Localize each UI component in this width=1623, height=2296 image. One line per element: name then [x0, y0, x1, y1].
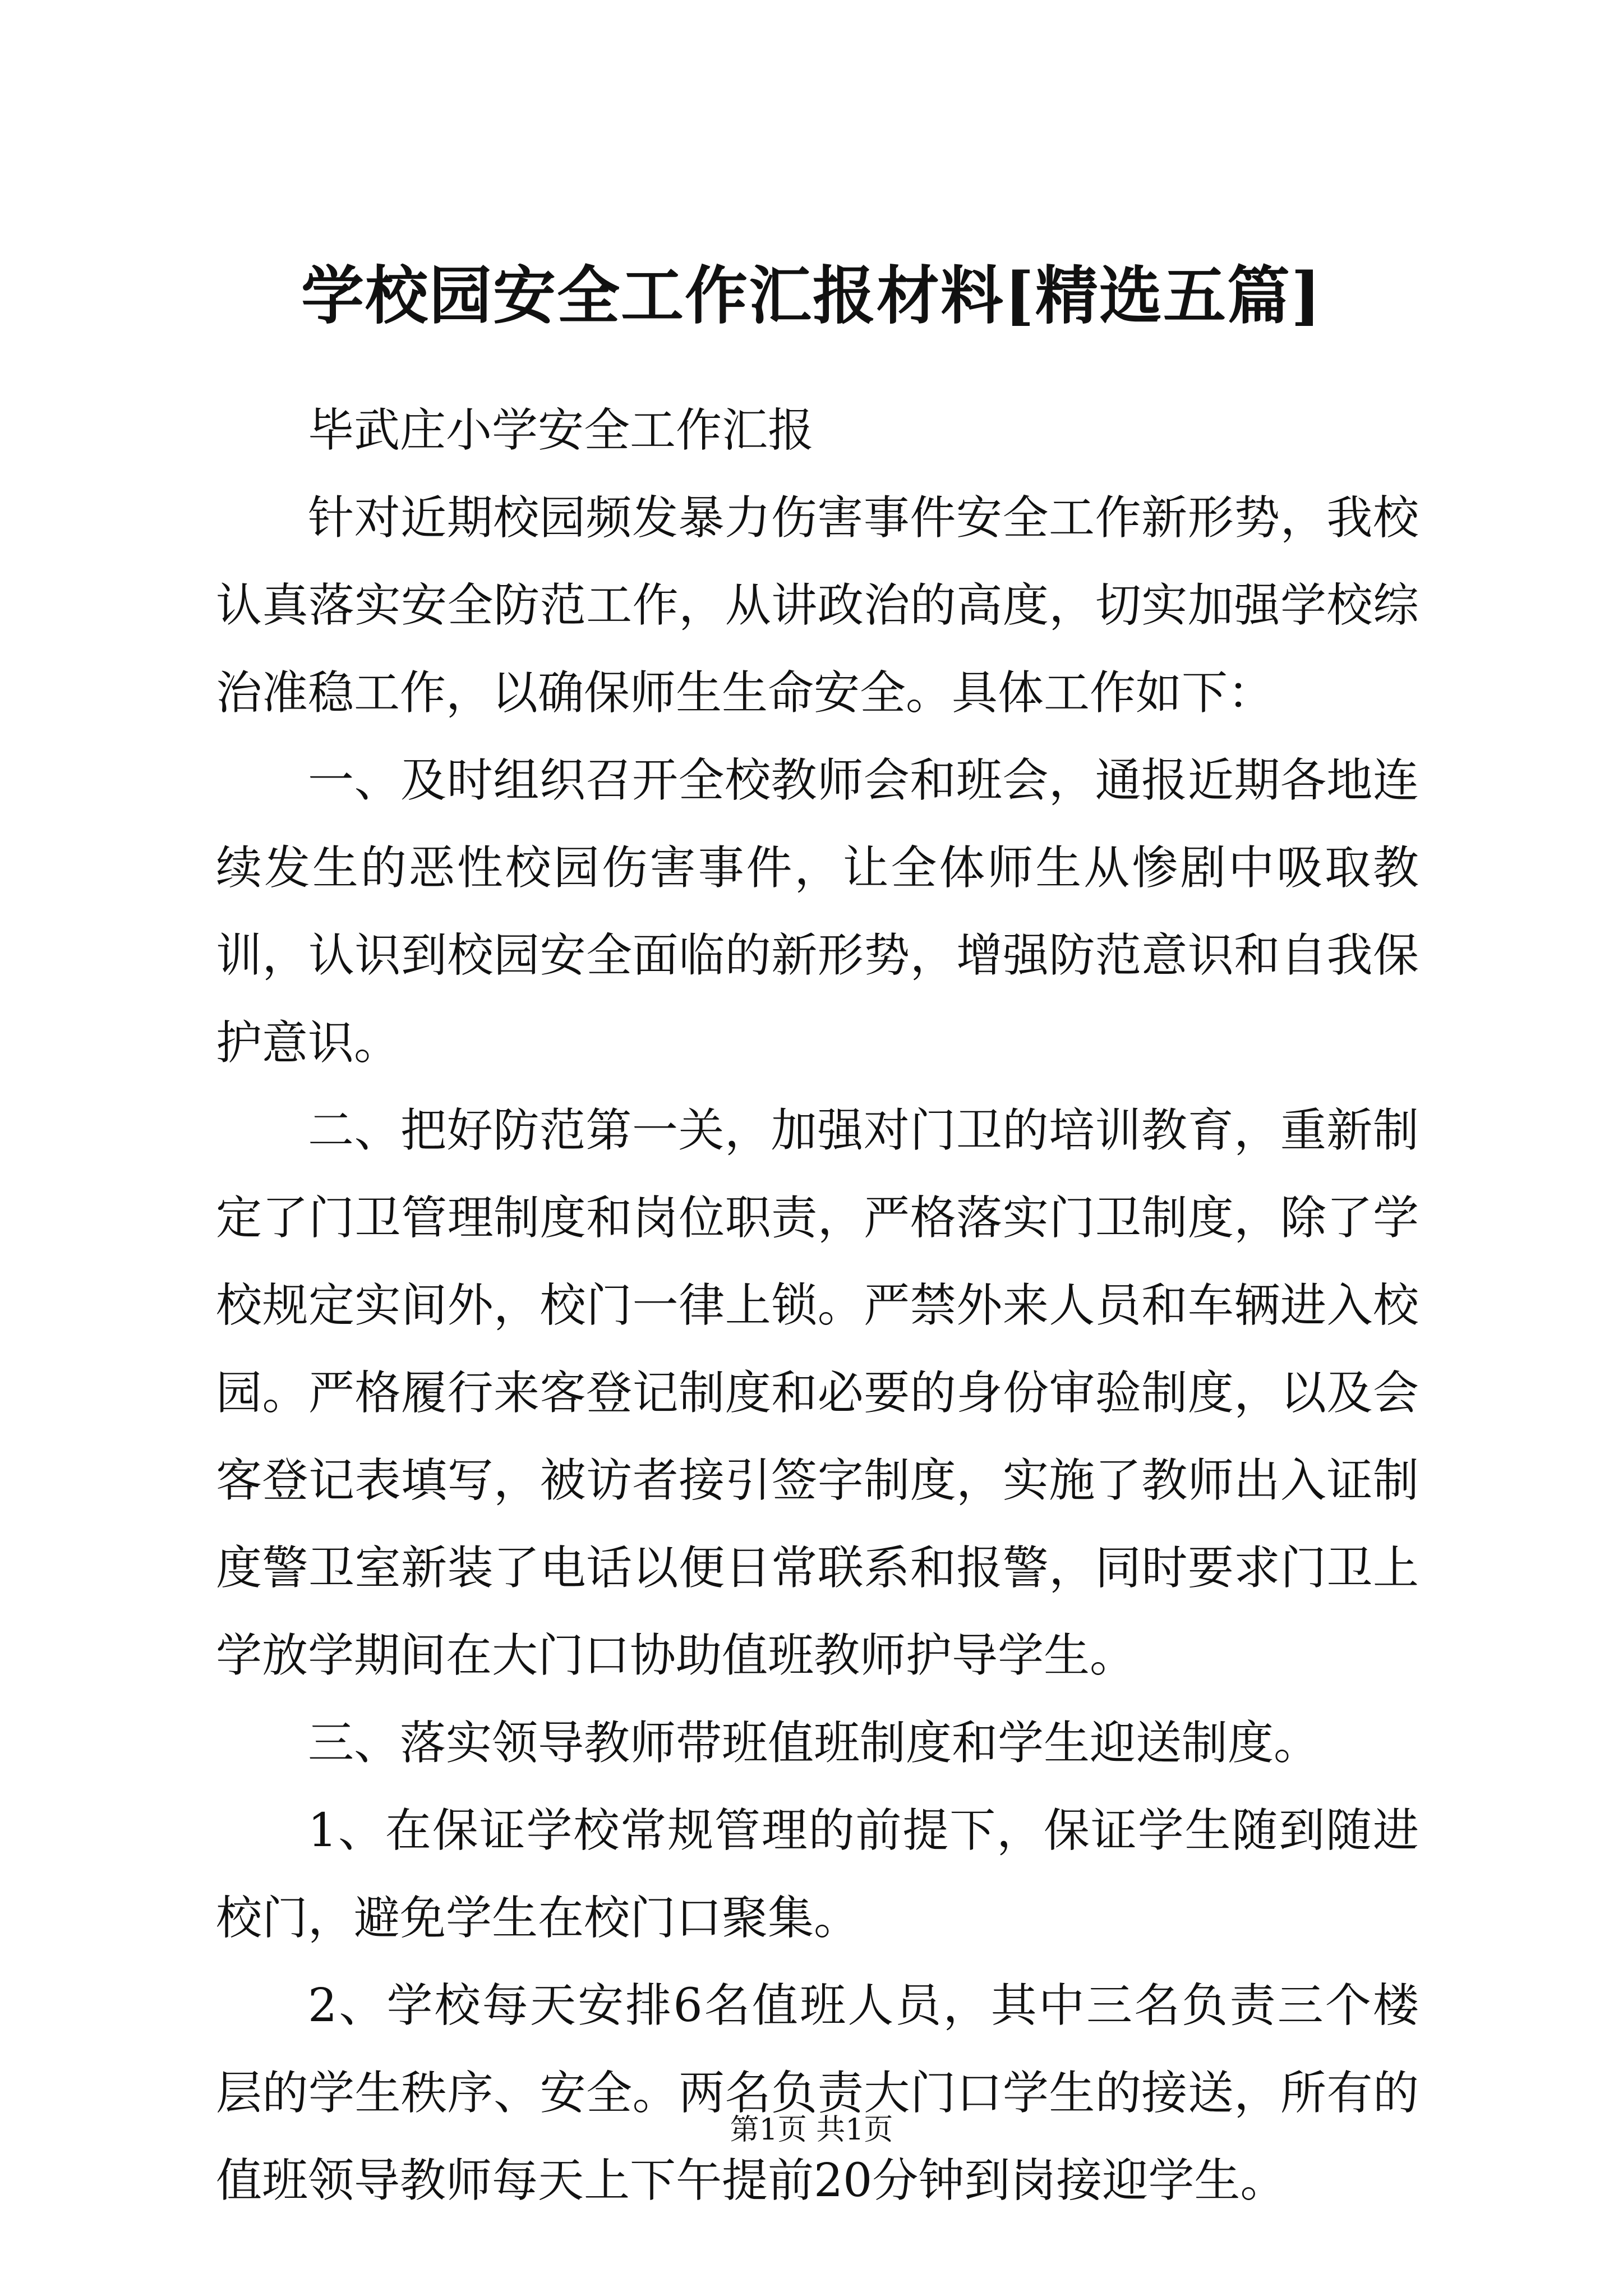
paragraph-item-three: 三、落实领导教师带班值班制度和学生迎送制度。 — [308, 1717, 1320, 1770]
page-number-footer: 第1页 共1页 — [730, 2113, 893, 2147]
paragraph-item-two: 二、把好防范第一关，加强对门卫的培训教育，重新制定了门卫管理制度和岗位职责，严格落实门卫制度，除了学校规定实间外，校门一律上锁。严禁外来人员和车辆进入校园。严格履行来客登记制度和必要的身份审验制度，以及会客登记表填写，被访者接引签字制度，实施了教师出入证制度警卫室新装了电话以便日常联系和报警，同时要求门卫上学放学期间在大门口协助值班教师护导学生。 — [216, 1104, 1419, 1682]
document-body — [216, 387, 1419, 2225]
document-title: 学校园安全工作汇报材料[精选五篇] — [301, 259, 1322, 333]
paragraph-subitem-one: 1、在保证学校常规管理的前提下，保证学生随到随进校门，避免学生在校门口聚集。 — [216, 1804, 1419, 1945]
paragraph-subitem-two: 2、学校每天安排6名值班人员，其中三名负责三个楼层的学生秩序、安全。两名负责大门口学生的接送，所有的值班领导教师每天上下午提前20分钟到岗接迎学生。 — [216, 1979, 1419, 2207]
paragraph-item-one: 一、及时组织召开全校教师会和班会，通报近期各地连续发生的恶性校园伤害事件，让全体师生从惨剧中吸取教训，认识到校园安全面临的新形势，增强防范意识和自我保护意识。 — [216, 754, 1419, 1070]
paragraph-introduction: 针对近期校园频发暴力伤害事件安全工作新形势，我校认真落实安全防范工作，从讲政治的高度，切实加强学校综治准稳工作，以确保师生生命安全。具体工作如下： — [216, 491, 1419, 720]
paragraph-school-report-heading: 毕武庄小学安全工作汇报 — [308, 404, 814, 457]
